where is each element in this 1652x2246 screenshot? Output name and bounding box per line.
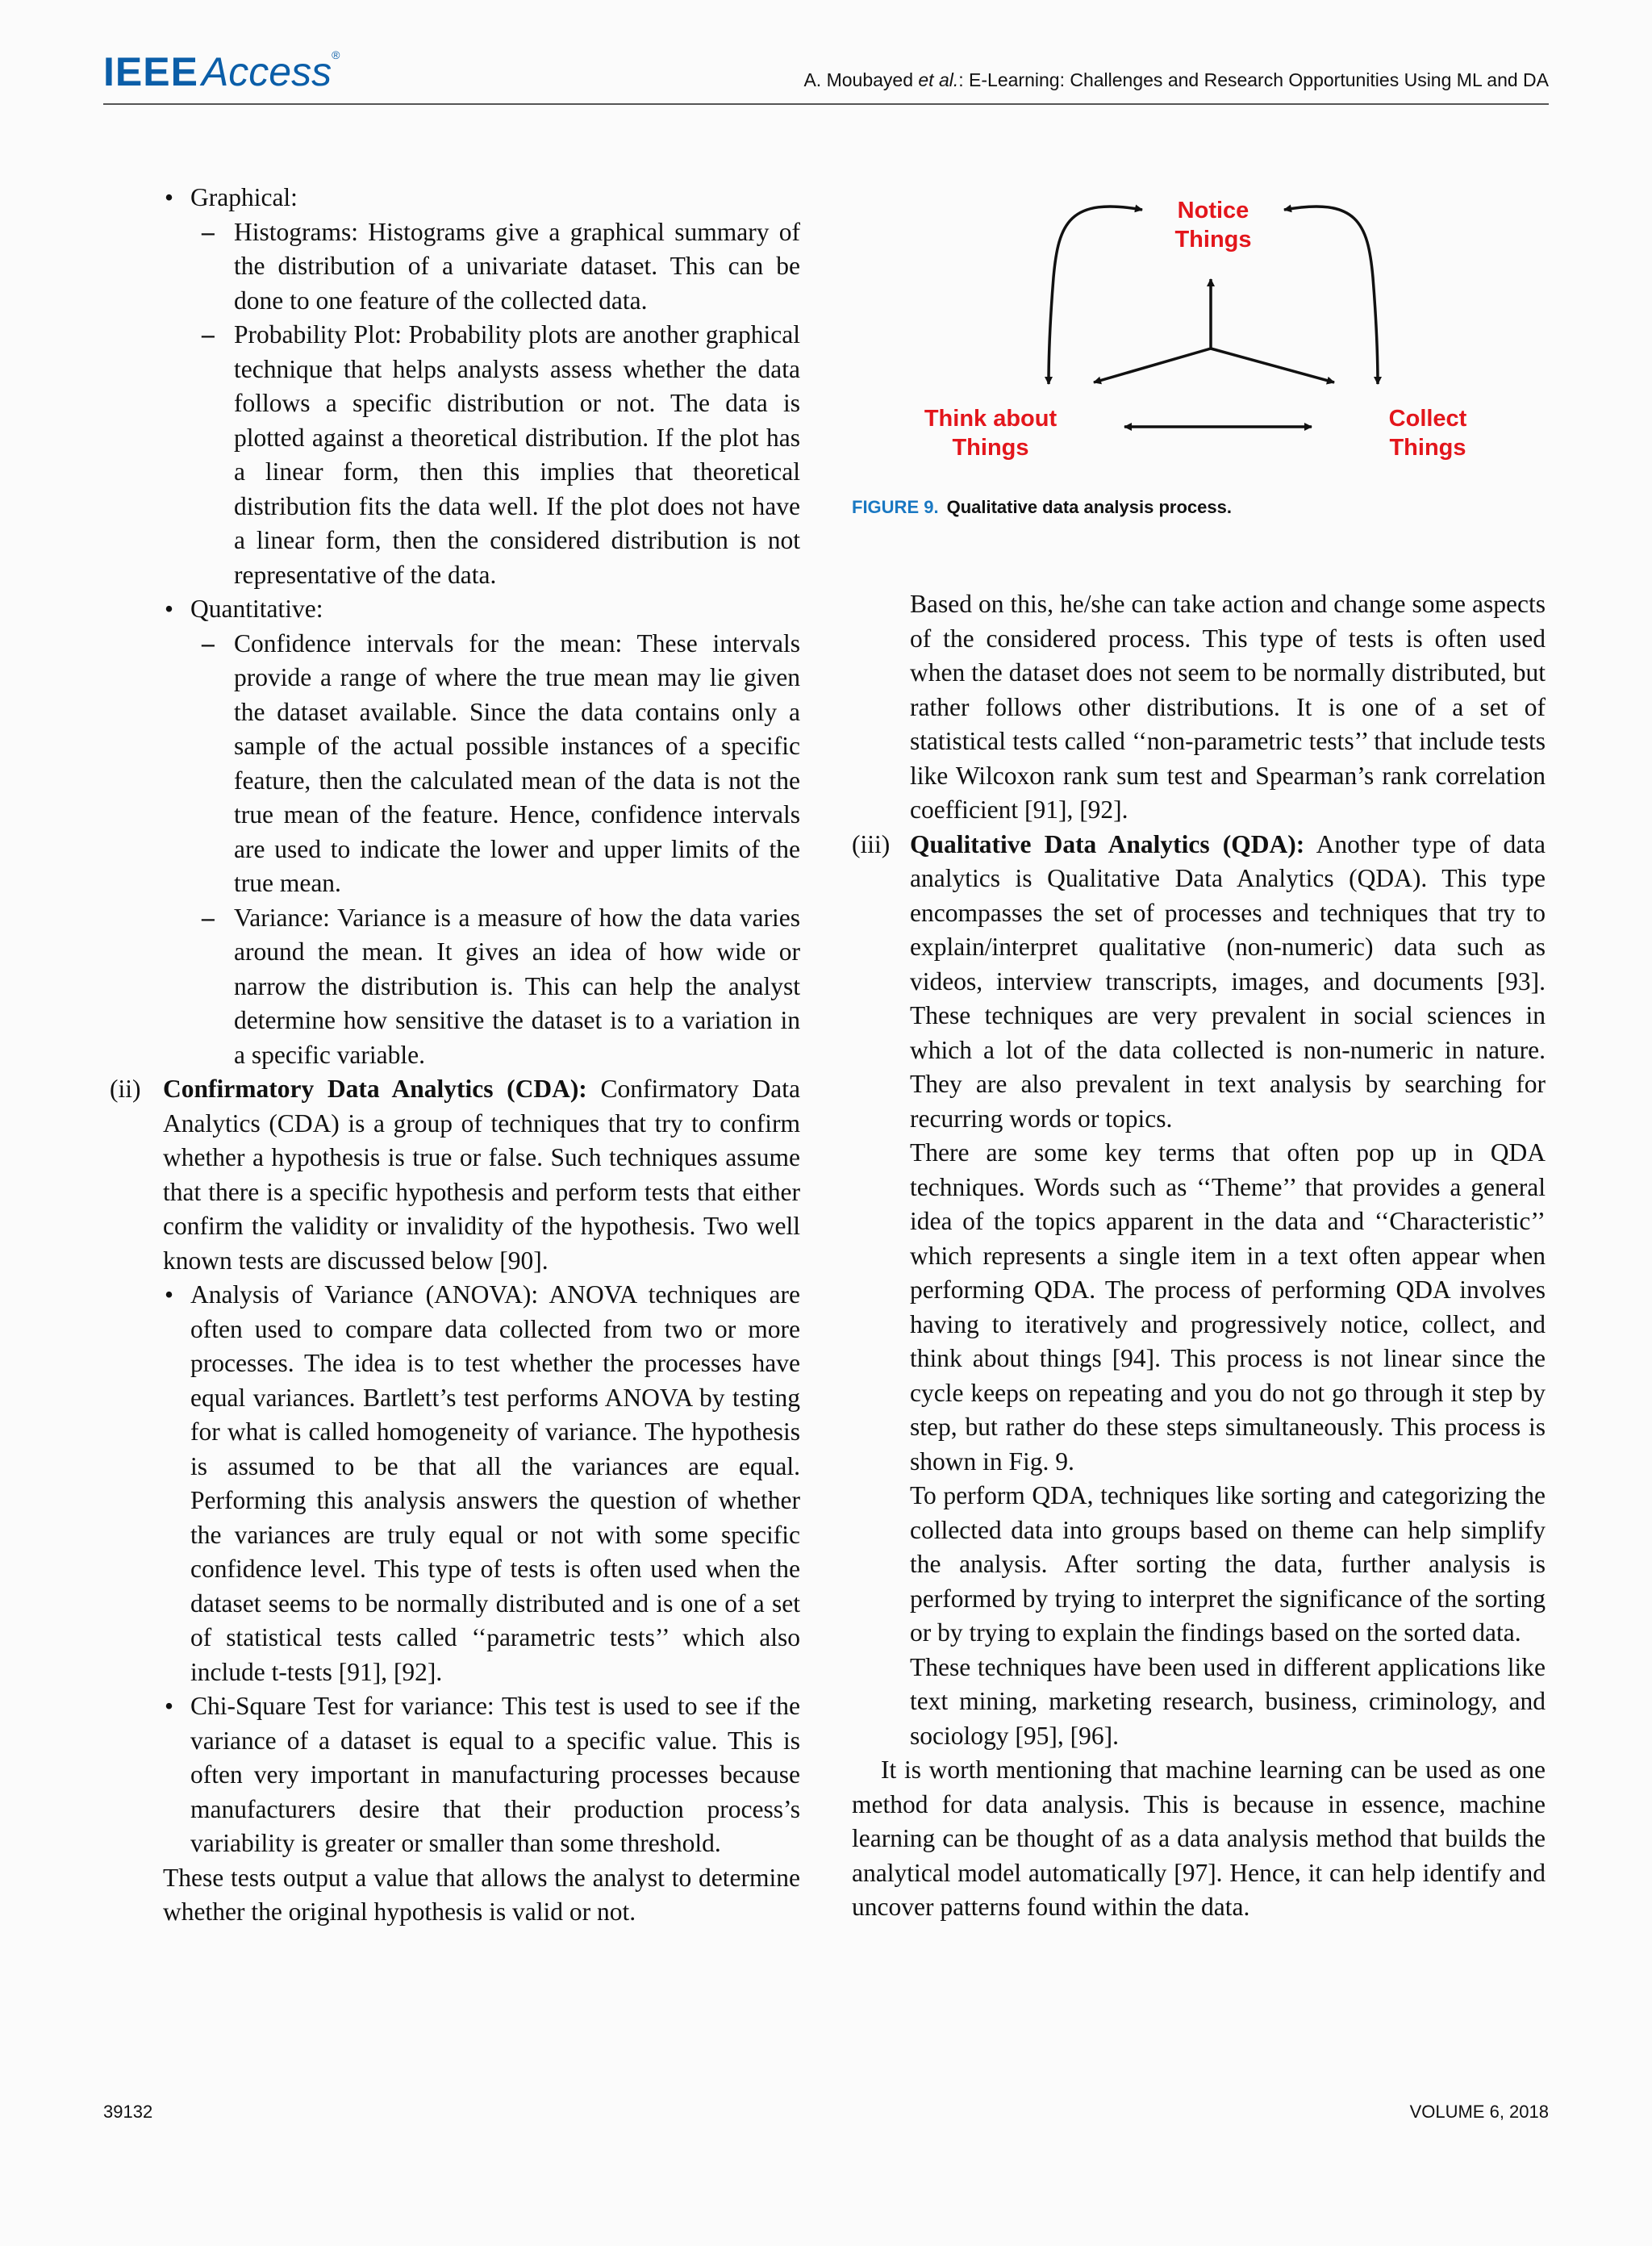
bullet-marker: • (165, 595, 174, 623)
dash-marker: – (202, 903, 215, 932)
qda-perform-paragraph: To perform QDA, techniques like sorting and categorizing the collected data into groups based on theme can help simplify the analysis. After sorting the data, further analysis is performed by trying to interpret the significance of the sorting or by trying to explain the findings based on the sorted data. (910, 1481, 1546, 1647)
item-number: (ii) (110, 1075, 141, 1103)
node-collect-line1: Collect (1388, 406, 1467, 432)
node-notice-line2: Things (1174, 227, 1252, 253)
volume-label: VOLUME 6, 2018 (1409, 2102, 1549, 2122)
center-to-collect-arrow (1211, 349, 1334, 382)
caption-text: Qualitative data analysis process. (946, 497, 1232, 517)
dash-confidence-intervals: – Confidence intervals for the mean: These intervals provide a range of where the true mean may lie given the dataset available. Since the data contains only a sample of the actual possible instances of a specific feature, then the calculated mean of the data is not the true mean of the feature. Hence, confidence intervals are used to indicate the lower and upper limits of the true mean. (106, 627, 800, 901)
running-head-etal: et al. (918, 69, 959, 90)
running-head-title: : E-Learning: Challenges and Research Opportunities Using ML and DA (958, 69, 1549, 90)
bullet-graphical: • Graphical: (106, 181, 800, 215)
header-rule (103, 103, 1549, 105)
logo-access: Access (201, 49, 332, 94)
node-think-line2: Things (952, 435, 1029, 461)
bullet-marker: • (165, 183, 174, 211)
node-notice-line1: Notice (1177, 198, 1249, 223)
qda-cycle-svg (852, 181, 1549, 503)
dash-probability-plot: – Probability Plot: Probability plots are another graphical technique that helps analysts assess whether the data follows a specific distribution or not. The data is plotted against a theoretical distribution. If the plot has a linear form, then this implies that theoretical distribution fits the data well. If the plot does not have a linear form, then the considered distribution is not representative of the data. (106, 318, 800, 592)
left-column (106, 181, 800, 1930)
qda-applications-paragraph: These techniques have been used in different applications like text mining, marketing research, business, criminology, and sociology [95], [96]. (910, 1652, 1546, 1750)
figure-9-caption (852, 497, 1232, 518)
right-column (852, 587, 1546, 1925)
node-think-line1: Think about (924, 406, 1058, 432)
qda-text: Another type of data analytics is Qualitative Data Analytics (QDA). This type encompasses the set of processes and techniques that try to explain/interpret qualitative (non-numeric) data such as videos, interview transcripts, images, and documents [93]. These techniques are very prevalent in social sciences in which a lot of the data collected is non-numeric in nature. They are also prevalent in text analysis by searching for recurring words or topics. (910, 829, 1546, 1133)
page-number: 39132 (103, 2102, 153, 2122)
bullet-quantitative: • Quantitative: (106, 592, 800, 627)
ieee-access-logo (103, 48, 340, 95)
bullet-marker: • (165, 1692, 174, 1720)
dash-histograms: – Histograms: Histograms give a graphical summary of the distribution of a univariate dataset. This can be done to one feature of the collected data. (106, 215, 800, 319)
qda-key-terms-paragraph: There are some key terms that often pop up in QDA techniques. Words such as ‘‘Theme’’ that provides a general idea of the topics apparent in the data and ‘‘Characteristic’’ which represents a single item in a text often appear when performing QDA. The process of performing QDA involves having to iteratively and progressively notice, collect, and think about things [94]. This process is not linear since the cycle keeps on repeating and you do not go through it step by step, but rather do these steps simultaneously. This process is shown in Fig. 9. (910, 1138, 1546, 1476)
dash-variance: – Variance: Variance is a measure of how the data varies around the mean. It gives an idea of how wide or narrow the distribution is. This can help the analyst determine how sensitive the dataset is to a variation in a specific variable. (106, 901, 800, 1073)
dash-marker: – (202, 628, 215, 658)
item-cda (106, 1072, 800, 1278)
item-number: (iii) (852, 829, 891, 858)
center-to-think-arrow (1094, 349, 1211, 382)
qda-title: Qualitative Data Analytics (QDA): (910, 829, 1305, 858)
notice-think-curve-arrow (1049, 207, 1142, 384)
logo-ieee: IEEE (103, 49, 198, 94)
caption-number: FIGURE 9. (852, 497, 939, 517)
running-head (803, 69, 1549, 91)
dash-marker: – (202, 320, 215, 349)
cda-text: Confirmatory Data Analytics (CDA) is a group of techniques that try to confirm whether a hypothesis is true or false. Such techniques assume that there is a specific hypothesis and perform tests that either confirm the validity or invalidity of the hypothesis. Two well known tests are discussed below [90]. (163, 1075, 800, 1275)
running-head-authors: A. Moubayed (803, 69, 919, 90)
notice-collect-curve-arrow (1284, 207, 1378, 384)
cda-title: Confirmatory Data Analytics (CDA): (163, 1075, 587, 1103)
node-collect-line2: Things (1389, 435, 1466, 461)
cda-continuation-paragraph: Based on this, he/she can take action and change some aspects of the considered process. This type of tests is often used when the dataset does not seem to be normally distributed, but rather follows other distributions. It is one of a set of statistical tests called ‘‘non-parametric tests’’ that include tests like Wilcoxon rank sum test and Spearman’s rank correlation coefficient [91], [92]. (910, 590, 1546, 824)
logo-registered-mark: ® (332, 48, 340, 61)
figure-9-diagram (852, 181, 1549, 520)
dash-marker: – (202, 217, 215, 246)
cda-closing-paragraph: These tests output a value that allows the analyst to determine whether the original hypothesis is valid or not. (163, 1863, 800, 1926)
ml-paragraph: It is worth mentioning that machine learning can be used as one method for data analysis. This is because in essence, machine learning can be thought of as a data analysis method that builds the analytical model automatically [97]. Hence, it can help identify and uncover patterns found within the data. (852, 1755, 1546, 1921)
bullet-marker: • (165, 1280, 174, 1309)
item-qda (852, 828, 1546, 1137)
bullet-anova: • Analysis of Variance (ANOVA): ANOVA techniques are often used to compare data collected from two or more processes. The idea is to test whether the processes have equal variances. Bartlett’s test performs ANOVA by testing for what is called homogeneity of variance. The hypothesis is assumed to be that all the variances are equal. Performing this analysis answers the question of whether the variances are truly equal or not with some specific confidence level. This type of tests is often used when the dataset seems to be normally distributed and is one of a set of statistical tests called ‘‘parametric tests’’ which also include t-tests [91], [92]. (106, 1278, 800, 1689)
bullet-chi-square: • Chi-Square Test for variance: This test is used to see if the variance of a dataset is equal to a specific value. This is often very important in manufacturing processes because manufacturers desire that their production process’s variability is greater or smaller than some threshold. (106, 1689, 800, 1861)
